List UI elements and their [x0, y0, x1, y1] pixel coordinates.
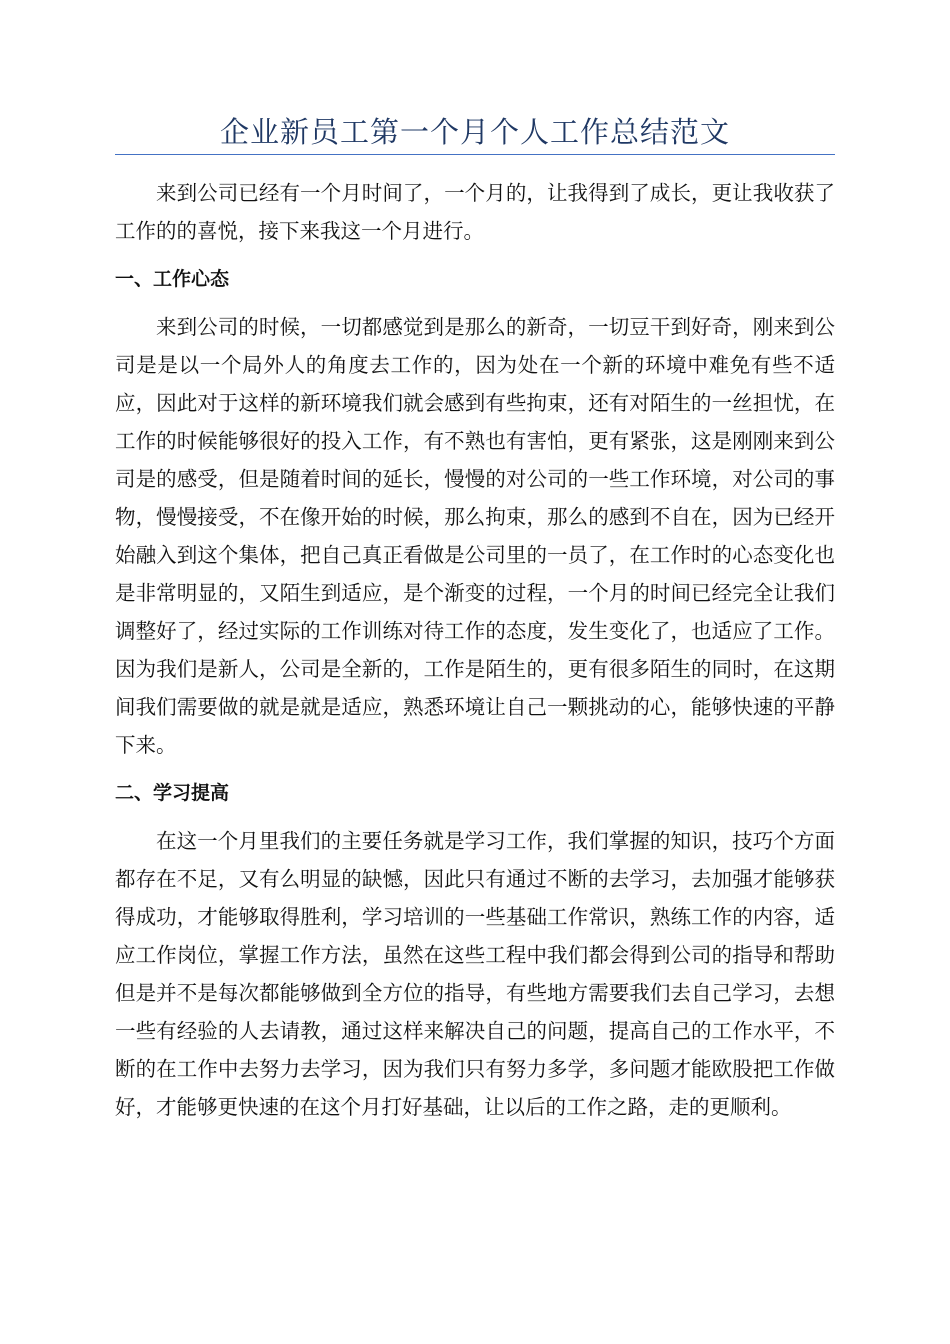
- section-heading-learning: 二、学习提高: [115, 782, 230, 804]
- spacer: [115, 812, 835, 822]
- spacer: [115, 298, 835, 308]
- spacer: [115, 250, 835, 260]
- section-body-learning: 在这一个月里我们的主要任务就是学习工作，我们掌握的知识，技巧个方面都存在不足，又有么明显的缺憾，因此只有通过不断的去学习，去加强才能够获得成功，才能够取得胜利，学习培训的一些基础工作常识，熟练工作的内容，适应工作岗位，掌握工作方法，虽然在这些工程中我们都会得到公司的指导和帮助但是并不是每次都能够做到全方位的指导，有些地方需要我们去自己学习，去想一些有经验的人去请教，通过这样来解决自己的问题，提高自己的工作水平，不断的在工作中去努力去学习，因为我们只有努力多学，多问题才能欧股把工作做好，才能够更快速的在这个月打好基础，让以后的工作之路，走的更顺利。: [115, 829, 835, 1119]
- section-heading-work-attitude: 一、工作心态: [115, 268, 230, 290]
- intro-paragraph: 来到公司已经有一个月时间了，一个月的，让我得到了成长，更让我收获了工作的的喜悦，接下来我这一个月进行。: [115, 181, 835, 243]
- section-body-work-attitude: 来到公司的时候，一切都感觉到是那么的新奇，一切豆干到好奇，刚来到公司是是以一个局外人的角度去工作的，因为处在一个新的环境中难免有些不适应，因此对于这样的新环境我们就会感到有些拘束，还有对陌生的一丝担忧，在工作的时候能够很好的投入工作，有不熟也有害怕，更有紧张，这是刚刚来到公司是的感受，但是随着时间的延长，慢慢的对公司的一些工作环境，对公司的事物，慢慢接受，不在像开始的时候，那么拘束，那么的感到不自在，因为已经开始融入到这个集体，把自己真正看做是公司里的一员了，在工作时的心态变化也是非常明显的，又陌生到适应，是个渐变的过程，一个月的时间已经完全让我们调整好了，经过实际的工作训练对待工作的态度，发生变化了，也适应了工作。因为我们是新人，公司是全新的，工作是陌生的，更有很多陌生的同时，在这期间我们需要做的就是就是适应，熟悉环境让自己一颗挑动的心，能够快速的平静下来。: [115, 315, 835, 757]
- title-underline: [115, 154, 835, 155]
- document-title: 企业新员工第一个月个人工作总结范文: [219, 115, 730, 149]
- document-body: [115, 174, 835, 1126]
- spacer: [115, 764, 835, 774]
